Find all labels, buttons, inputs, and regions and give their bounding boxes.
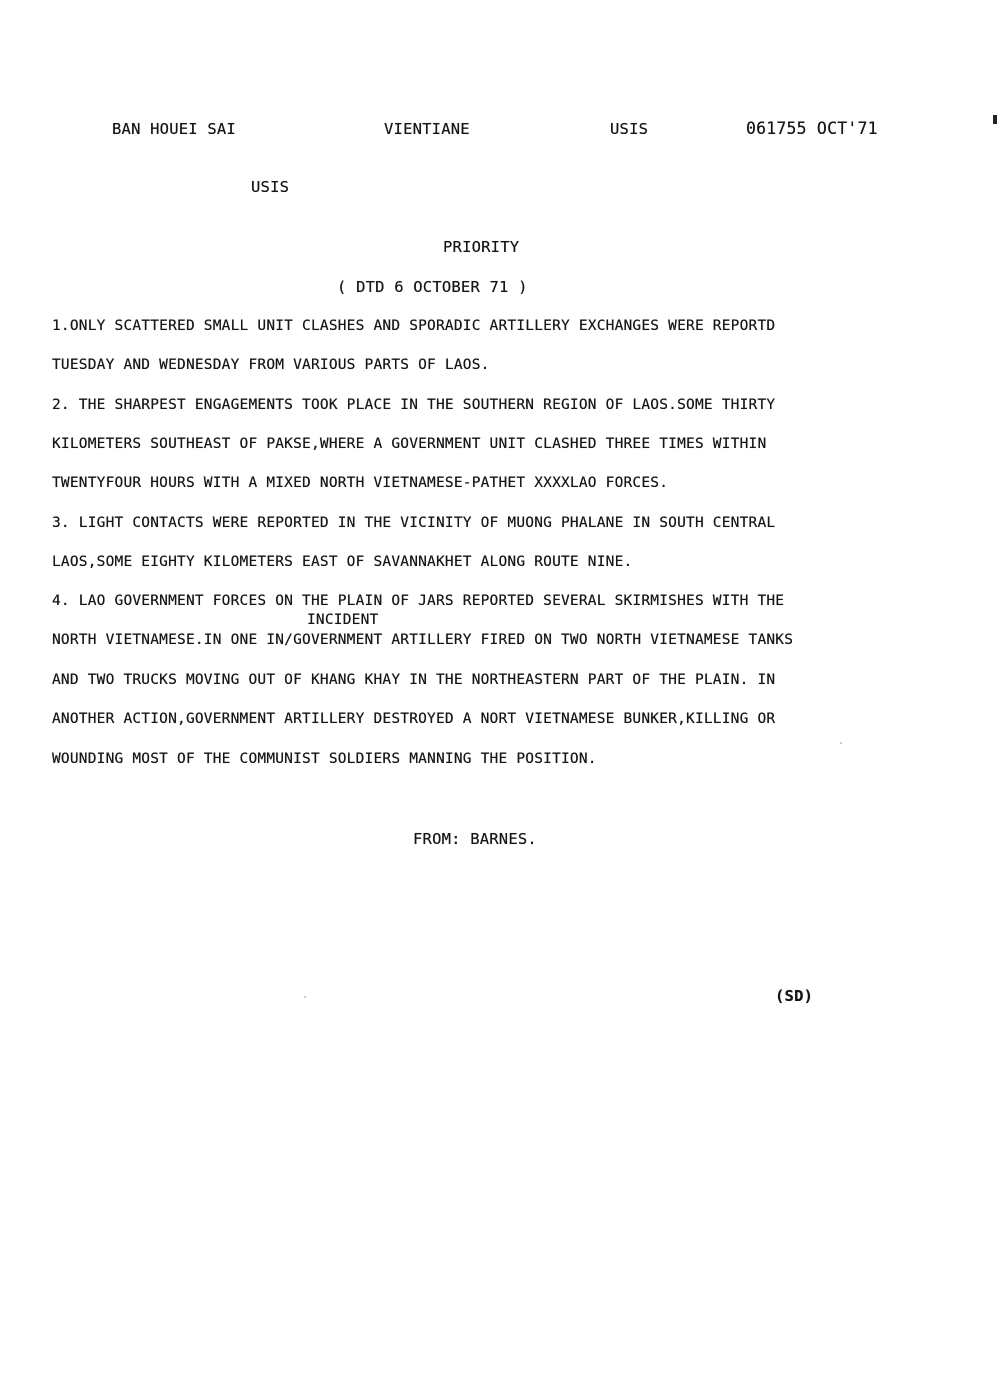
paragraph-4-line-4: ANOTHER ACTION,GOVERNMENT ARTILLERY DESTROYED A NORT VIETNAMESE BUNKER,KILLING OR <box>52 711 776 727</box>
paragraph-2-line-2: KILOMETERS SOUTHEAST OF PAKSE,WHERE A GOVERNMENT UNIT CLASHED THREE TIMES WITHIN <box>52 436 767 452</box>
paragraph-1-line-2: TUESDAY AND WEDNESDAY FROM VARIOUS PARTS OF LAOS. <box>52 357 490 373</box>
paragraph-4-line-5: WOUNDING MOST OF THE COMMUNIST SOLDIERS MANNING THE POSITION. <box>52 751 597 767</box>
paragraph-4-line-1: 4. LAO GOVERNMENT FORCES ON THE PLAIN OF JARS REPORTED SEVERAL SKIRMISHES WITH THE <box>52 593 785 609</box>
paragraph-4-line-3: AND TWO TRUCKS MOVING OUT OF KHANG KHAY IN THE NORTHEASTERN PART OF THE PLAIN. IN <box>52 672 776 688</box>
paragraph-3-line-1: 3. LIGHT CONTACTS WERE REPORTED IN THE VICINITY OF MUONG PHALANE IN SOUTH CENTRAL <box>52 515 776 531</box>
footer-code: (SD) <box>775 987 814 1005</box>
header-datetime-group: 061755 OCT'71 <box>746 119 878 138</box>
signature-line: FROM: BARNES. <box>413 830 537 848</box>
paragraph-3-line-2: LAOS,SOME EIGHTY KILOMETERS EAST OF SAVANNAKHET ALONG ROUTE NINE. <box>52 554 633 570</box>
precedence: PRIORITY <box>443 238 520 256</box>
addressee: USIS <box>251 178 290 196</box>
date-line: ( DTD 6 OCTOBER 71 ) <box>337 278 528 296</box>
margin-mark <box>993 115 997 124</box>
paragraph-1-line-1: 1.ONLY SCATTERED SMALL UNIT CLASHES AND SPORADIC ARTILLERY EXCHANGES WERE REPORTD <box>52 318 776 334</box>
paper-speck <box>840 742 842 744</box>
header-to-station: VIENTIANE <box>384 120 470 138</box>
paragraph-4-line-2: NORTH VIETNAMESE.IN ONE IN/GOVERNMENT ARTILLERY FIRED ON TWO NORTH VIETNAMESE TANKS <box>52 632 794 648</box>
paragraph-4-insertion: INCIDENT <box>307 612 379 628</box>
header-from-station: BAN HOUEI SAI <box>112 120 236 138</box>
paper-speck <box>304 996 306 998</box>
paragraph-2-line-1: 2. THE SHARPEST ENGAGEMENTS TOOK PLACE IN THE SOUTHERN REGION OF LAOS.SOME THIRTY <box>52 397 776 413</box>
header-agency: USIS <box>610 120 649 138</box>
paragraph-2-line-3: TWENTYFOUR HOURS WITH A MIXED NORTH VIETNAMESE-PATHET XXXXLAO FORCES. <box>52 475 669 491</box>
